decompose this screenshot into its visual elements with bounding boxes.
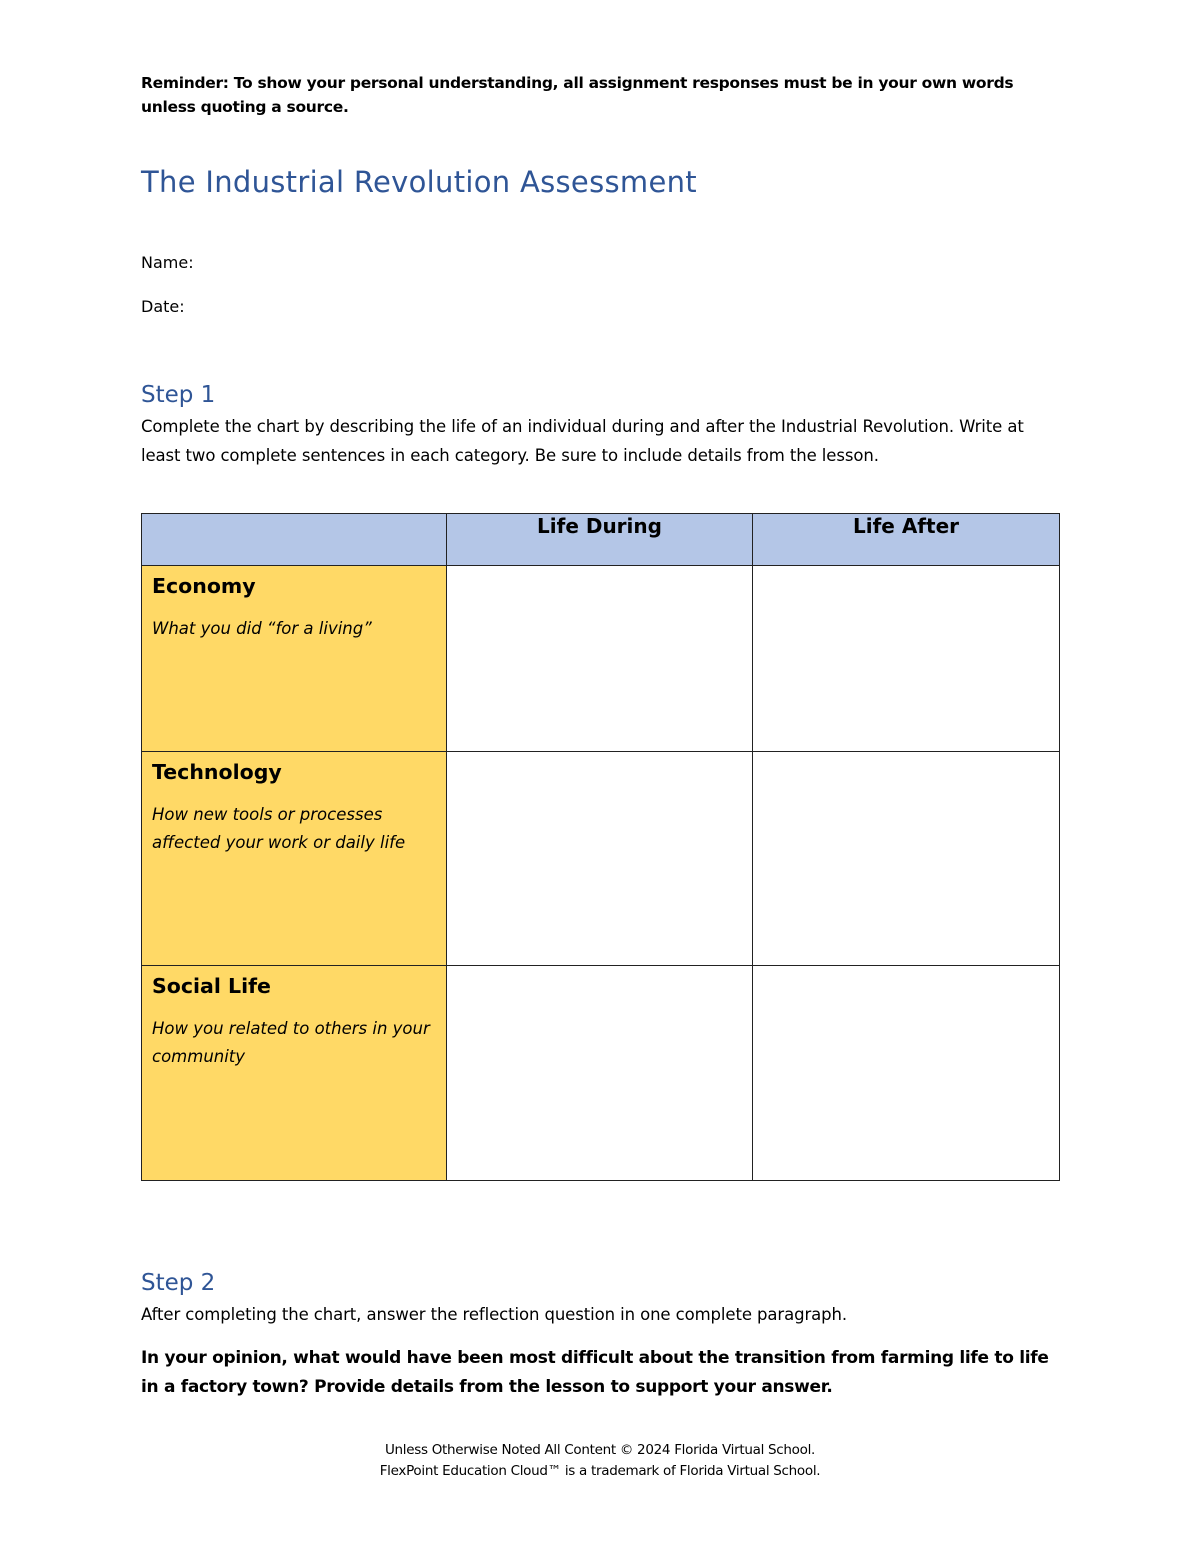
answer-cell-technology-after[interactable]	[753, 752, 1060, 966]
answer-cell-social-during[interactable]	[447, 966, 753, 1181]
category-title: Economy	[152, 574, 256, 598]
category-title: Technology	[152, 760, 282, 784]
header-cell-life-after: Life After	[753, 514, 1060, 566]
category-cell-technology	[142, 752, 447, 966]
step2-instructions: After completing the chart, answer the reflection question in one complete paragraph.	[141, 1305, 848, 1324]
answer-cell-social-after[interactable]	[753, 966, 1060, 1181]
page-title: The Industrial Revolution Assessment	[141, 165, 697, 199]
answer-cell-technology-during[interactable]	[447, 752, 753, 966]
date-label: Date:	[141, 297, 185, 316]
category-description: How new tools or processes affected your work or daily life	[152, 805, 406, 852]
answer-cell-economy-during[interactable]	[447, 566, 753, 752]
reflection-question: In your opinion, what would have been most difficult about the transition from farming life to life in a factory town? Provide details from the lesson to support your answer.	[141, 1348, 1049, 1397]
name-label: Name:	[141, 253, 194, 272]
step2-heading: Step 2	[141, 1270, 216, 1296]
chart-header-row	[142, 514, 1060, 566]
category-cell-social-life	[142, 966, 447, 1181]
footer-copyright: Unless Otherwise Noted All Content © 2024 Florida Virtual School.	[384, 1442, 816, 1458]
footer	[0, 1440, 1200, 1482]
reminder-text: Reminder: To show your personal understanding, all assignment responses must be in your own words unless quoting a source.	[141, 74, 1014, 116]
chart-row-economy	[142, 566, 1060, 752]
category-description: How you related to others in your community	[152, 1019, 430, 1066]
assessment-chart	[141, 513, 1060, 1181]
chart-row-technology	[142, 752, 1060, 966]
answer-cell-economy-after[interactable]	[753, 566, 1060, 752]
category-cell-economy	[142, 566, 447, 752]
footer-trademark: FlexPoint Education Cloud™ is a trademark of Florida Virtual School.	[379, 1463, 821, 1479]
chart-row-social-life	[142, 966, 1060, 1181]
header-cell-life-during: Life During	[447, 514, 753, 566]
step1-heading: Step 1	[141, 382, 216, 408]
category-title: Social Life	[152, 974, 271, 998]
category-description: What you did “for a living”	[152, 619, 372, 638]
step1-instructions: Complete the chart by describing the life of an individual during and after the Industrial Revolution. Write at least two complete sentences in each category. Be sure to include details from the lesson.	[141, 417, 1024, 465]
header-cell-blank	[142, 514, 447, 566]
